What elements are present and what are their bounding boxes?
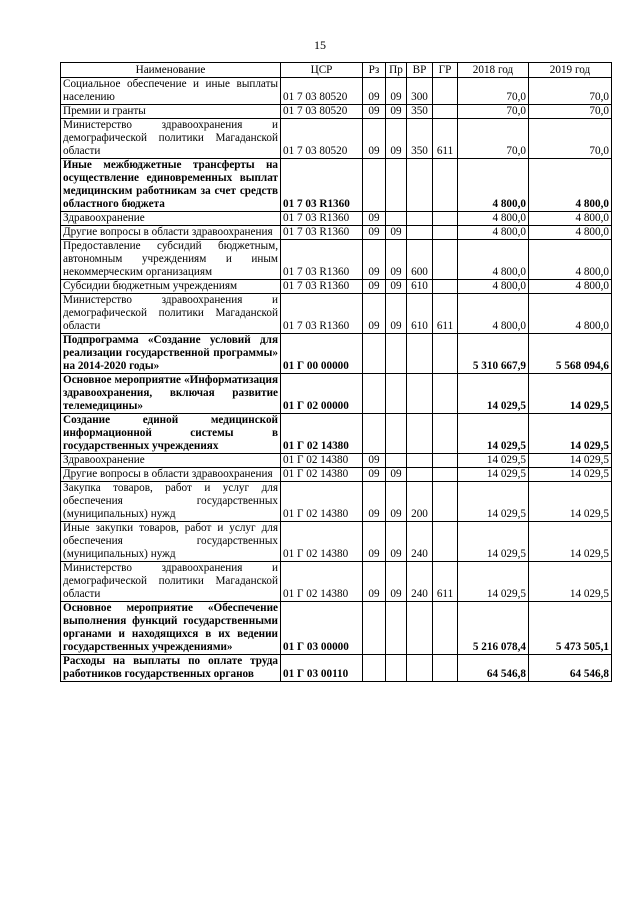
cell-name: Субсидии бюджетным учреждениям: [61, 280, 281, 294]
cell-gr: [433, 334, 458, 374]
cell-name: Министерство здравоохранения и демографической политики Магаданской области: [61, 562, 281, 602]
cell-vr: [407, 226, 433, 240]
table-row: [61, 414, 612, 454]
cell-vr: 200: [407, 482, 433, 522]
cell-gr: [433, 522, 458, 562]
cell-pr: [386, 602, 407, 655]
cell-pr: [386, 655, 407, 682]
table-row: [61, 105, 612, 119]
cell-csr: 01 Г 03 00110: [281, 655, 363, 682]
cell-vr: [407, 602, 433, 655]
cell-2019: 4 800,0: [529, 226, 612, 240]
cell-pr: 09: [386, 482, 407, 522]
cell-name: Здравоохранение: [61, 454, 281, 468]
cell-name: Социальное обеспечение и иные выплаты населению: [61, 78, 281, 105]
cell-csr: 01 7 03 R1360: [281, 240, 363, 280]
cell-pr: 09: [386, 240, 407, 280]
table-row: [61, 602, 612, 655]
cell-pr: [386, 159, 407, 212]
cell-vr: 610: [407, 280, 433, 294]
cell-rz: 09: [363, 468, 386, 482]
cell-name: Министерство здравоохранения и демографической политики Магаданской области: [61, 119, 281, 159]
cell-2018: 4 800,0: [458, 212, 529, 226]
cell-gr: [433, 226, 458, 240]
header-2019: 2019 год: [529, 63, 612, 78]
table-row: [61, 562, 612, 602]
header-rz: Рз: [363, 63, 386, 78]
table-row: [61, 655, 612, 682]
cell-rz: 09: [363, 226, 386, 240]
cell-rz: 09: [363, 294, 386, 334]
cell-2019: 14 029,5: [529, 562, 612, 602]
cell-gr: 611: [433, 562, 458, 602]
cell-name: Другие вопросы в области здравоохранения: [61, 468, 281, 482]
cell-name: Другие вопросы в области здравоохранения: [61, 226, 281, 240]
header-vr: ВР: [407, 63, 433, 78]
cell-gr: [433, 78, 458, 105]
cell-2019: 64 546,8: [529, 655, 612, 682]
page-number: 15: [314, 38, 326, 52]
cell-vr: [407, 454, 433, 468]
cell-csr: 01 Г 03 00000: [281, 602, 363, 655]
cell-pr: 09: [386, 522, 407, 562]
cell-2018: 4 800,0: [458, 240, 529, 280]
cell-rz: [363, 655, 386, 682]
cell-pr: [386, 374, 407, 414]
cell-vr: 350: [407, 105, 433, 119]
cell-gr: 611: [433, 119, 458, 159]
cell-name: Премии и гранты: [61, 105, 281, 119]
table-row: [61, 334, 612, 374]
cell-csr: 01 Г 02 14380: [281, 468, 363, 482]
cell-2019: 5 473 505,1: [529, 602, 612, 655]
cell-rz: 09: [363, 78, 386, 105]
cell-2018: 14 029,5: [458, 482, 529, 522]
cell-pr: [386, 454, 407, 468]
cell-csr: 01 Г 02 00000: [281, 374, 363, 414]
cell-gr: [433, 454, 458, 468]
cell-2019: 4 800,0: [529, 280, 612, 294]
cell-2019: 14 029,5: [529, 414, 612, 454]
cell-gr: [433, 105, 458, 119]
cell-vr: [407, 374, 433, 414]
cell-rz: [363, 334, 386, 374]
table-row: [61, 212, 612, 226]
header-2018: 2018 год: [458, 63, 529, 78]
cell-pr: 09: [386, 294, 407, 334]
budget-table: [60, 62, 612, 682]
cell-rz: [363, 602, 386, 655]
cell-rz: 09: [363, 105, 386, 119]
cell-name: Подпрограмма «Создание условий для реализации государственной программы» на 2014-2020 годы»: [61, 334, 281, 374]
cell-name: Основное мероприятие «Информатизация здравоохранения, включая развитие телемедицины»: [61, 374, 281, 414]
cell-csr: 01 7 03 R1360: [281, 280, 363, 294]
cell-rz: 09: [363, 119, 386, 159]
cell-2019: 70,0: [529, 78, 612, 105]
cell-pr: 09: [386, 280, 407, 294]
cell-csr: 01 Г 00 00000: [281, 334, 363, 374]
cell-pr: [386, 414, 407, 454]
cell-2018: 5 310 667,9: [458, 334, 529, 374]
table-row: [61, 294, 612, 334]
cell-2018: 4 800,0: [458, 294, 529, 334]
cell-2018: 14 029,5: [458, 468, 529, 482]
table-row: [61, 454, 612, 468]
cell-gr: [433, 280, 458, 294]
cell-csr: 01 7 03 R1360: [281, 226, 363, 240]
cell-2018: 64 546,8: [458, 655, 529, 682]
cell-pr: 09: [386, 119, 407, 159]
cell-gr: [433, 414, 458, 454]
cell-name: Иные закупки товаров, работ и услуг для обеспечения государственных (муниципальных) нужд: [61, 522, 281, 562]
cell-2019: 14 029,5: [529, 454, 612, 468]
cell-2018: 5 216 078,4: [458, 602, 529, 655]
cell-name: Создание единой медицинской информационной системы в государственных учреждениях: [61, 414, 281, 454]
cell-vr: 350: [407, 119, 433, 159]
table-row: [61, 226, 612, 240]
cell-rz: 09: [363, 212, 386, 226]
cell-2019: 14 029,5: [529, 374, 612, 414]
cell-rz: 09: [363, 522, 386, 562]
cell-2019: 14 029,5: [529, 522, 612, 562]
cell-pr: 09: [386, 105, 407, 119]
cell-csr: 01 7 03 R1360: [281, 294, 363, 334]
cell-vr: [407, 655, 433, 682]
cell-name: Министерство здравоохранения и демографической политики Магаданской области: [61, 294, 281, 334]
cell-rz: 09: [363, 482, 386, 522]
cell-2019: 70,0: [529, 105, 612, 119]
cell-pr: 09: [386, 468, 407, 482]
cell-csr: 01 7 03 80520: [281, 78, 363, 105]
table-row: [61, 374, 612, 414]
cell-2018: 14 029,5: [458, 374, 529, 414]
cell-vr: [407, 159, 433, 212]
cell-vr: [407, 334, 433, 374]
cell-vr: 300: [407, 78, 433, 105]
cell-rz: 09: [363, 562, 386, 602]
cell-rz: 09: [363, 240, 386, 280]
table-row: [61, 482, 612, 522]
cell-rz: 09: [363, 454, 386, 468]
cell-rz: [363, 374, 386, 414]
cell-name: Здравоохранение: [61, 212, 281, 226]
cell-name: Иные межбюджетные трансферты на осуществление единовременных выплат медицинским работникам за счет средств областного бюджета: [61, 159, 281, 212]
header-csr: ЦСР: [281, 63, 363, 78]
cell-2018: 70,0: [458, 105, 529, 119]
cell-rz: 09: [363, 280, 386, 294]
cell-csr: 01 Г 02 14380: [281, 482, 363, 522]
table-row: [61, 468, 612, 482]
cell-2018: 14 029,5: [458, 522, 529, 562]
cell-2018: 70,0: [458, 78, 529, 105]
cell-gr: 611: [433, 294, 458, 334]
cell-2019: 5 568 094,6: [529, 334, 612, 374]
cell-csr: 01 7 03 80520: [281, 119, 363, 159]
cell-name: Закупка товаров, работ и услуг для обеспечения государственных (муниципальных) нужд: [61, 482, 281, 522]
cell-gr: [433, 240, 458, 280]
cell-2019: 4 800,0: [529, 212, 612, 226]
cell-csr: 01 Г 02 14380: [281, 522, 363, 562]
table-row: [61, 240, 612, 280]
cell-pr: 09: [386, 226, 407, 240]
header-gr: ГР: [433, 63, 458, 78]
table-header-row: [61, 63, 612, 78]
cell-vr: [407, 414, 433, 454]
cell-vr: 240: [407, 522, 433, 562]
cell-2018: 14 029,5: [458, 562, 529, 602]
cell-rz: [363, 159, 386, 212]
header-name: Наименование: [61, 63, 281, 78]
cell-csr: 01 7 03 R1360: [281, 212, 363, 226]
cell-2019: 4 800,0: [529, 240, 612, 280]
cell-rz: [363, 414, 386, 454]
cell-2018: 70,0: [458, 119, 529, 159]
cell-name: Предоставление субсидий бюджетным, автономным учреждениям и иным некоммерческим организациям: [61, 240, 281, 280]
cell-gr: [433, 468, 458, 482]
table-row: [61, 119, 612, 159]
cell-name: Основное мероприятие «Обеспечение выполнения функций государственными органами и находящихся в их ведении государственных учреждениями»: [61, 602, 281, 655]
cell-vr: [407, 468, 433, 482]
cell-vr: 610: [407, 294, 433, 334]
cell-vr: 600: [407, 240, 433, 280]
cell-gr: [433, 482, 458, 522]
cell-pr: [386, 212, 407, 226]
cell-csr: 01 Г 02 14380: [281, 454, 363, 468]
cell-2018: 14 029,5: [458, 414, 529, 454]
cell-gr: [433, 212, 458, 226]
cell-2018: 4 800,0: [458, 159, 529, 212]
cell-vr: 240: [407, 562, 433, 602]
cell-gr: [433, 159, 458, 212]
cell-csr: 01 7 03 80520: [281, 105, 363, 119]
cell-pr: [386, 334, 407, 374]
table-row: [61, 280, 612, 294]
cell-csr: 01 Г 02 14380: [281, 562, 363, 602]
cell-csr: 01 7 03 R1360: [281, 159, 363, 212]
cell-gr: [433, 374, 458, 414]
cell-2019: 14 029,5: [529, 482, 612, 522]
table-row: [61, 522, 612, 562]
header-pr: Пр: [386, 63, 407, 78]
cell-2019: 70,0: [529, 119, 612, 159]
cell-gr: [433, 655, 458, 682]
cell-name: Расходы на выплаты по оплате труда работников государственных органов: [61, 655, 281, 682]
cell-csr: 01 Г 02 14380: [281, 414, 363, 454]
cell-2019: 4 800,0: [529, 159, 612, 212]
cell-vr: [407, 212, 433, 226]
table-row: [61, 78, 612, 105]
cell-gr: [433, 602, 458, 655]
cell-2018: 4 800,0: [458, 280, 529, 294]
cell-2018: 4 800,0: [458, 226, 529, 240]
cell-pr: 09: [386, 78, 407, 105]
cell-pr: 09: [386, 562, 407, 602]
cell-2018: 14 029,5: [458, 454, 529, 468]
table-row: [61, 159, 612, 212]
cell-2019: 14 029,5: [529, 468, 612, 482]
cell-2019: 4 800,0: [529, 294, 612, 334]
